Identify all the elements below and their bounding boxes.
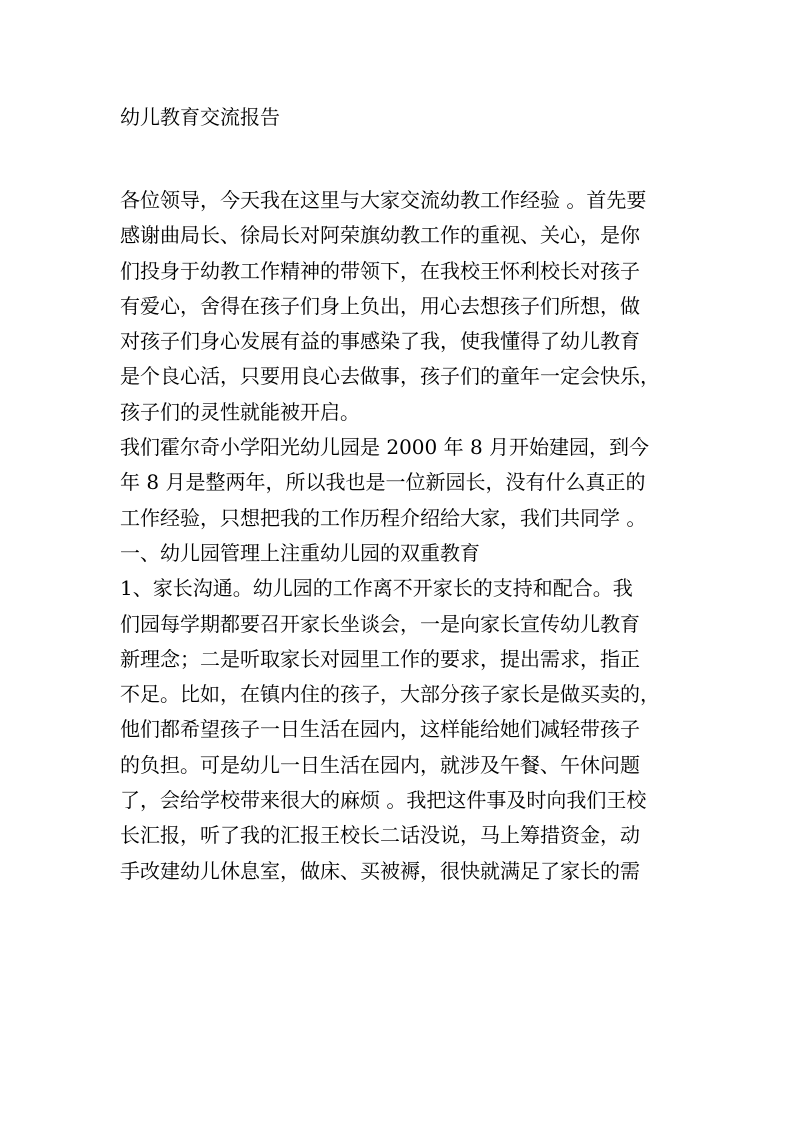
body-line: 孩子们的灵性就能被开启。 [120, 399, 360, 424]
body-line: 各位领导，今天我在这里与大家交流幼教工作经验 。首先要 [120, 188, 647, 212]
body-line: 的负担。可是幼儿一日生活在园内，就涉及午餐、午休问题 [120, 752, 640, 777]
body-line: 对孩子们身心发展有益的事感染了我，使我懂得了幼儿教育 [120, 329, 640, 354]
body-line: 长汇报，听了我的汇报王校长二话没说，马上筹措资金，动 [120, 823, 640, 848]
body-line: 他们都希望孩子一日生活在园内，这样能给她们减轻带孩子 [120, 717, 640, 742]
document-title: 幼儿教育交流报告 [120, 105, 280, 129]
body-line: 1、家长沟通。幼儿园的工作离不开家长的支持和配合。我 [120, 576, 633, 601]
body-line: 有爱心，舍得在孩子们身上负出，用心去想孩子们所想，做 [120, 293, 640, 318]
body-line: 感谢曲局长、徐局长对阿荣旗幼教工作的重视、关心，是你 [120, 223, 640, 248]
body-line: 工作经验，只想把我的工作历程介绍给大家，我们共同学 。 [120, 505, 647, 530]
body-line: 们园每学期都要召开家长坐谈会，一是向家长宣传幼儿教育 [120, 611, 640, 636]
section-heading: 一、幼儿园管理上注重幼儿园的双重教育 [120, 540, 480, 565]
body-line: 新理念；二是听取家长对园里工作的要求，提出需求，指正 [120, 646, 640, 671]
body-line: 手改建幼儿休息室，做床、买被褥，很快就满足了家长的需 [120, 858, 640, 883]
body-line: 们投身于幼教工作精神的带领下，在我校王怀利校长对孩子 [120, 258, 640, 283]
document-body [120, 183, 680, 889]
body-line: 年 8 月是整两年，所以我也是一位新园长，没有什么真正的 [120, 470, 646, 495]
body-line: 了，会给学校带来很大的麻烦 。我把这件事及时向我们王校 [120, 788, 647, 813]
body-line: 不足。比如，在镇内住的孩子，大部分孩子家长是做买卖的， [120, 682, 660, 707]
body-line: 我们霍尔奇小学阳光幼儿园是 2000 年 8 月开始建园，到今 [120, 435, 650, 460]
body-line: 是个良心活，只要用良心去做事，孩子们的童年一定会快乐， [120, 364, 660, 389]
